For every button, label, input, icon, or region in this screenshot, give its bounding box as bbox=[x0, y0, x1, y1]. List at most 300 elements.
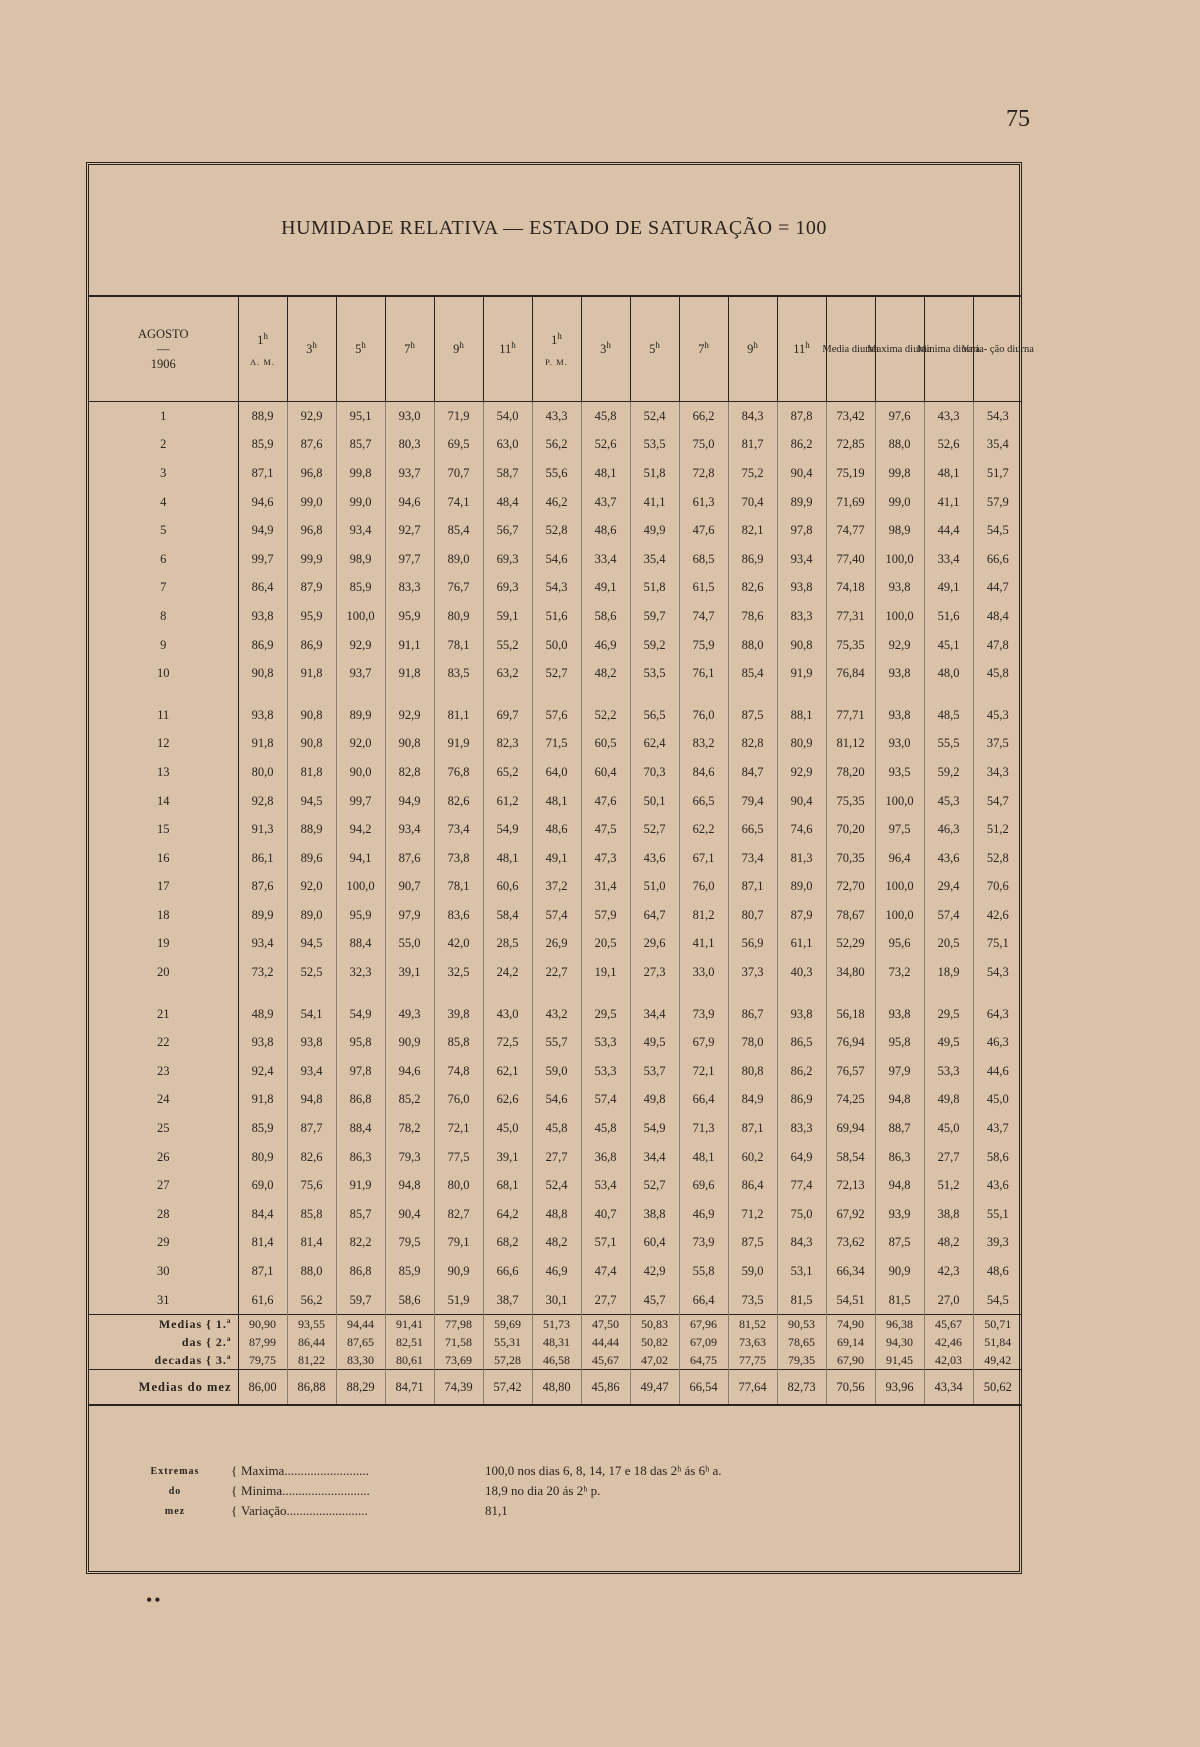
value-cell: 79,3 bbox=[385, 1143, 434, 1172]
value-cell: 45,8 bbox=[581, 402, 630, 431]
value-cell: 73,2 bbox=[238, 958, 287, 987]
extreme-name: Minima........................... bbox=[241, 1483, 370, 1498]
value-cell: 93,8 bbox=[238, 602, 287, 631]
value-cell: 86,8 bbox=[336, 1257, 385, 1286]
value-cell: 76,8 bbox=[434, 758, 483, 787]
month-average-value: 93,96 bbox=[875, 1370, 924, 1406]
value-cell: 92,7 bbox=[385, 516, 434, 545]
value-cell: 55,2 bbox=[483, 631, 532, 660]
day-cell: 26 bbox=[89, 1143, 238, 1172]
value-cell: 71,69 bbox=[826, 488, 875, 517]
value-cell: 18,9 bbox=[924, 958, 973, 987]
value-cell: 81,5 bbox=[875, 1286, 924, 1315]
value-cell: 46,9 bbox=[581, 631, 630, 660]
value-cell: 47,6 bbox=[581, 787, 630, 816]
value-cell: 87,5 bbox=[875, 1229, 924, 1258]
decade-value: 55,31 bbox=[483, 1333, 532, 1351]
value-cell: 88,0 bbox=[728, 631, 777, 660]
value-cell: 83,2 bbox=[679, 730, 728, 759]
day-cell: 24 bbox=[89, 1086, 238, 1115]
value-cell: 79,4 bbox=[728, 787, 777, 816]
decade-value: 64,75 bbox=[679, 1351, 728, 1370]
value-cell: 97,8 bbox=[777, 516, 826, 545]
table-row bbox=[89, 402, 1022, 431]
value-cell: 73,9 bbox=[679, 1000, 728, 1029]
value-cell: 45,3 bbox=[924, 787, 973, 816]
month-average-value: 88,29 bbox=[336, 1370, 385, 1406]
value-cell: 96,8 bbox=[287, 516, 336, 545]
brace: { bbox=[231, 1463, 238, 1478]
value-cell: 41,1 bbox=[630, 488, 679, 517]
decade-value: 50,71 bbox=[973, 1315, 1022, 1334]
table-row bbox=[89, 1200, 1022, 1229]
decade-value: 59,69 bbox=[483, 1315, 532, 1334]
day-cell: 8 bbox=[89, 602, 238, 631]
value-cell: 71,2 bbox=[728, 1200, 777, 1229]
value-cell: 43,3 bbox=[924, 402, 973, 431]
value-cell: 87,1 bbox=[728, 1114, 777, 1143]
month-average-value: 86,00 bbox=[238, 1370, 287, 1406]
decade-value: 48,31 bbox=[532, 1333, 581, 1351]
value-cell: 90,9 bbox=[385, 1028, 434, 1057]
value-cell: 87,8 bbox=[777, 402, 826, 431]
value-cell: 48,1 bbox=[532, 787, 581, 816]
value-cell: 40,7 bbox=[581, 1200, 630, 1229]
table-row bbox=[89, 659, 1022, 688]
value-cell: 53,4 bbox=[581, 1171, 630, 1200]
value-cell: 49,8 bbox=[630, 1086, 679, 1115]
value-cell: 76,7 bbox=[434, 574, 483, 603]
value-cell: 86,9 bbox=[238, 631, 287, 660]
value-cell: 46,3 bbox=[924, 815, 973, 844]
value-cell: 93,8 bbox=[777, 574, 826, 603]
value-cell: 59,7 bbox=[630, 602, 679, 631]
value-cell: 82,6 bbox=[287, 1143, 336, 1172]
value-cell: 88,0 bbox=[287, 1257, 336, 1286]
value-cell: 48,1 bbox=[924, 459, 973, 488]
extreme-name: Variação......................... bbox=[241, 1503, 368, 1518]
value-cell: 90,9 bbox=[434, 1257, 483, 1286]
month-average-value: 77,64 bbox=[728, 1370, 777, 1406]
value-cell: 89,9 bbox=[238, 901, 287, 930]
value-cell: 90,9 bbox=[875, 1257, 924, 1286]
value-cell: 47,4 bbox=[581, 1257, 630, 1286]
decade-value: 67,09 bbox=[679, 1333, 728, 1351]
value-cell: 52,4 bbox=[532, 1171, 581, 1200]
value-cell: 57,4 bbox=[532, 901, 581, 930]
value-cell: 85,2 bbox=[385, 1086, 434, 1115]
value-cell: 93,5 bbox=[875, 758, 924, 787]
header-hour-9 bbox=[679, 296, 728, 402]
value-cell: 42,0 bbox=[434, 930, 483, 959]
day-cell: 14 bbox=[89, 787, 238, 816]
value-cell: 80,9 bbox=[238, 1143, 287, 1172]
value-cell: 58,54 bbox=[826, 1143, 875, 1172]
value-cell: 86,7 bbox=[728, 1000, 777, 1029]
decade-value: 86,44 bbox=[287, 1333, 336, 1351]
value-cell: 87,5 bbox=[728, 1229, 777, 1258]
value-cell: 37,2 bbox=[532, 873, 581, 902]
value-cell: 72,8 bbox=[679, 459, 728, 488]
value-cell: 76,94 bbox=[826, 1028, 875, 1057]
value-cell: 51,8 bbox=[630, 574, 679, 603]
value-cell: 43,0 bbox=[483, 1000, 532, 1029]
decade-value: 73,69 bbox=[434, 1351, 483, 1370]
value-cell: 99,0 bbox=[287, 488, 336, 517]
decade-value: 44,44 bbox=[581, 1333, 630, 1351]
value-cell: 50,0 bbox=[532, 631, 581, 660]
decade-value: 50,82 bbox=[630, 1333, 679, 1351]
value-cell: 82,6 bbox=[434, 787, 483, 816]
value-cell: 45,3 bbox=[973, 701, 1022, 730]
value-cell: 66,5 bbox=[679, 787, 728, 816]
value-cell: 91,8 bbox=[287, 659, 336, 688]
decade-index: 1.ª bbox=[215, 1317, 232, 1332]
value-cell: 22,7 bbox=[532, 958, 581, 987]
value-cell: 27,7 bbox=[532, 1143, 581, 1172]
value-cell: 93,4 bbox=[238, 930, 287, 959]
value-cell: 28,5 bbox=[483, 930, 532, 959]
value-cell: 71,5 bbox=[532, 730, 581, 759]
day-cell: 9 bbox=[89, 631, 238, 660]
value-cell: 100,0 bbox=[875, 873, 924, 902]
value-cell: 94,5 bbox=[287, 930, 336, 959]
value-cell: 49,9 bbox=[630, 516, 679, 545]
value-cell: 93,0 bbox=[385, 402, 434, 431]
value-cell: 86,8 bbox=[336, 1086, 385, 1115]
decade-value: 50,83 bbox=[630, 1315, 679, 1334]
value-cell: 73,9 bbox=[679, 1229, 728, 1258]
value-cell: 77,5 bbox=[434, 1143, 483, 1172]
value-cell: 45,8 bbox=[532, 1114, 581, 1143]
value-cell: 45,8 bbox=[581, 1114, 630, 1143]
value-cell: 99,7 bbox=[336, 787, 385, 816]
day-cell: 23 bbox=[89, 1057, 238, 1086]
value-cell: 59,2 bbox=[630, 631, 679, 660]
value-cell: 80,9 bbox=[434, 602, 483, 631]
day-cell: 2 bbox=[89, 431, 238, 460]
value-cell: 52,5 bbox=[287, 958, 336, 987]
header-stat-2: Minima diurna bbox=[924, 296, 973, 402]
value-cell: 69,6 bbox=[679, 1171, 728, 1200]
value-cell: 45,0 bbox=[924, 1114, 973, 1143]
value-cell: 54,3 bbox=[532, 574, 581, 603]
value-cell: 86,9 bbox=[728, 545, 777, 574]
value-cell: 53,3 bbox=[581, 1028, 630, 1057]
value-cell: 58,7 bbox=[483, 459, 532, 488]
value-cell: 48,4 bbox=[483, 488, 532, 517]
table-row bbox=[89, 574, 1022, 603]
value-cell: 33,4 bbox=[924, 545, 973, 574]
decade-gap bbox=[89, 987, 1022, 1000]
decade-value: 42,46 bbox=[924, 1333, 973, 1351]
value-cell: 49,8 bbox=[924, 1086, 973, 1115]
value-cell: 70,4 bbox=[728, 488, 777, 517]
value-cell: 98,9 bbox=[875, 516, 924, 545]
month-average-value: 50,62 bbox=[973, 1370, 1022, 1406]
value-cell: 39,1 bbox=[483, 1143, 532, 1172]
extremes-label: Extremas bbox=[150, 1465, 200, 1477]
value-cell: 51,2 bbox=[924, 1171, 973, 1200]
hour-label: 7$^h$ bbox=[698, 340, 709, 357]
decade-word: decadas bbox=[154, 1353, 203, 1368]
brace: { bbox=[231, 1483, 238, 1498]
value-cell: 54,9 bbox=[336, 1000, 385, 1029]
value-cell: 76,84 bbox=[826, 659, 875, 688]
table-frame bbox=[86, 162, 1034, 1574]
value-cell: 85,7 bbox=[336, 1200, 385, 1229]
decade-row bbox=[89, 1333, 1022, 1351]
header-hour-10 bbox=[728, 296, 777, 402]
table-row bbox=[89, 516, 1022, 545]
table-title: HUMIDADE RELATIVA — ESTADO DE SATURAÇÃO = 100 bbox=[281, 217, 827, 239]
decade-index: 3.ª bbox=[215, 1353, 232, 1368]
value-cell: 30,1 bbox=[532, 1286, 581, 1315]
value-cell: 72,1 bbox=[434, 1114, 483, 1143]
value-cell: 79,1 bbox=[434, 1229, 483, 1258]
value-cell: 34,3 bbox=[973, 758, 1022, 787]
day-cell: 20 bbox=[89, 958, 238, 987]
value-cell: 52,6 bbox=[924, 431, 973, 460]
value-cell: 85,8 bbox=[287, 1200, 336, 1229]
value-cell: 48,4 bbox=[973, 602, 1022, 631]
value-cell: 55,6 bbox=[532, 459, 581, 488]
value-cell: 27,3 bbox=[630, 958, 679, 987]
value-cell: 80,7 bbox=[728, 901, 777, 930]
value-cell: 63,2 bbox=[483, 659, 532, 688]
value-cell: 89,0 bbox=[287, 901, 336, 930]
value-cell: 43,3 bbox=[532, 402, 581, 431]
value-cell: 77,40 bbox=[826, 545, 875, 574]
extreme-value: 100,0 nos dias 6, 8, 14, 17 e 18 das 2ʰ ás 6ʰ a. bbox=[485, 1463, 722, 1478]
value-cell: 68,5 bbox=[679, 545, 728, 574]
value-cell: 100,0 bbox=[875, 901, 924, 930]
value-cell: 97,5 bbox=[875, 815, 924, 844]
decade-value: 67,90 bbox=[826, 1351, 875, 1370]
value-cell: 74,25 bbox=[826, 1086, 875, 1115]
value-cell: 87,1 bbox=[238, 459, 287, 488]
day-cell: 13 bbox=[89, 758, 238, 787]
day-cell: 31 bbox=[89, 1286, 238, 1315]
table-row bbox=[89, 1286, 1022, 1315]
value-cell: 81,4 bbox=[238, 1229, 287, 1258]
value-cell: 58,6 bbox=[581, 602, 630, 631]
day-cell: 1 bbox=[89, 402, 238, 431]
decade-value: 93,55 bbox=[287, 1315, 336, 1334]
decade-value: 82,51 bbox=[385, 1333, 434, 1351]
value-cell: 78,1 bbox=[434, 873, 483, 902]
value-cell: 84,3 bbox=[728, 402, 777, 431]
value-cell: 94,8 bbox=[875, 1086, 924, 1115]
decade-value: 90,90 bbox=[238, 1315, 287, 1334]
decade-value: 87,99 bbox=[238, 1333, 287, 1351]
value-cell: 29,5 bbox=[581, 1000, 630, 1029]
value-cell: 92,0 bbox=[287, 873, 336, 902]
value-cell: 88,9 bbox=[287, 815, 336, 844]
value-cell: 48,1 bbox=[483, 844, 532, 873]
month-average-row bbox=[89, 1370, 1022, 1406]
value-cell: 73,5 bbox=[728, 1286, 777, 1315]
value-cell: 53,1 bbox=[777, 1257, 826, 1286]
value-cell: 93,8 bbox=[238, 701, 287, 730]
value-cell: 83,3 bbox=[777, 1114, 826, 1143]
value-cell: 95,9 bbox=[336, 901, 385, 930]
value-cell: 87,7 bbox=[287, 1114, 336, 1143]
value-cell: 45,8 bbox=[973, 659, 1022, 688]
value-cell: 88,1 bbox=[777, 701, 826, 730]
value-cell: 97,8 bbox=[336, 1057, 385, 1086]
value-cell: 95,9 bbox=[287, 602, 336, 631]
hour-label: 9$^h$ bbox=[747, 340, 758, 357]
value-cell: 86,4 bbox=[728, 1171, 777, 1200]
day-cell: 17 bbox=[89, 873, 238, 902]
value-cell: 57,1 bbox=[581, 1229, 630, 1258]
value-cell: 95,8 bbox=[336, 1028, 385, 1057]
header-dash: — bbox=[157, 341, 170, 356]
extreme-row bbox=[119, 1461, 999, 1481]
value-cell: 46,3 bbox=[973, 1028, 1022, 1057]
value-cell: 56,7 bbox=[483, 516, 532, 545]
value-cell: 78,6 bbox=[728, 602, 777, 631]
value-cell: 85,8 bbox=[434, 1028, 483, 1057]
value-cell: 44,7 bbox=[973, 574, 1022, 603]
value-cell: 48,0 bbox=[924, 659, 973, 688]
value-cell: 43,6 bbox=[924, 844, 973, 873]
day-cell: 16 bbox=[89, 844, 238, 873]
value-cell: 74,77 bbox=[826, 516, 875, 545]
value-cell: 55,0 bbox=[385, 930, 434, 959]
value-cell: 54,5 bbox=[973, 516, 1022, 545]
value-cell: 67,9 bbox=[679, 1028, 728, 1057]
value-cell: 100,0 bbox=[875, 545, 924, 574]
value-cell: 91,8 bbox=[238, 730, 287, 759]
value-cell: 33,4 bbox=[581, 545, 630, 574]
value-cell: 51,0 bbox=[630, 873, 679, 902]
value-cell: 48,9 bbox=[238, 1000, 287, 1029]
value-cell: 55,8 bbox=[679, 1257, 728, 1286]
value-cell: 99,8 bbox=[336, 459, 385, 488]
table-row bbox=[89, 431, 1022, 460]
value-cell: 80,3 bbox=[385, 431, 434, 460]
value-cell: 19,1 bbox=[581, 958, 630, 987]
value-cell: 52,7 bbox=[532, 659, 581, 688]
value-cell: 75,0 bbox=[777, 1200, 826, 1229]
day-cell: 15 bbox=[89, 815, 238, 844]
value-cell: 97,9 bbox=[875, 1057, 924, 1086]
value-cell: 43,2 bbox=[532, 1000, 581, 1029]
decade-value: 67,96 bbox=[679, 1315, 728, 1334]
value-cell: 38,7 bbox=[483, 1286, 532, 1315]
value-cell: 73,62 bbox=[826, 1229, 875, 1258]
value-cell: 88,4 bbox=[336, 1114, 385, 1143]
decade-gap bbox=[89, 688, 1022, 701]
value-cell: 94,8 bbox=[875, 1171, 924, 1200]
table-row bbox=[89, 602, 1022, 631]
value-cell: 92,9 bbox=[777, 758, 826, 787]
value-cell: 47,8 bbox=[973, 631, 1022, 660]
value-cell: 35,4 bbox=[973, 431, 1022, 460]
value-cell: 58,4 bbox=[483, 901, 532, 930]
value-cell: 85,4 bbox=[434, 516, 483, 545]
value-cell: 56,2 bbox=[532, 431, 581, 460]
decade-label: das { 2.ª bbox=[89, 1333, 238, 1351]
value-cell: 48,1 bbox=[679, 1143, 728, 1172]
extreme-row bbox=[119, 1501, 999, 1521]
decade-value: 81,52 bbox=[728, 1315, 777, 1334]
value-cell: 93,4 bbox=[385, 815, 434, 844]
value-cell: 68,2 bbox=[483, 1229, 532, 1258]
value-cell: 70,6 bbox=[973, 873, 1022, 902]
value-cell: 55,5 bbox=[924, 730, 973, 759]
value-cell: 52,7 bbox=[630, 815, 679, 844]
value-cell: 79,5 bbox=[385, 1229, 434, 1258]
month-extremes bbox=[119, 1461, 999, 1521]
humidity-table bbox=[89, 295, 1034, 1406]
decade-label: Medias { 1.ª bbox=[89, 1315, 238, 1334]
value-cell: 56,5 bbox=[630, 701, 679, 730]
am-label: A. M. bbox=[249, 356, 276, 367]
value-cell: 94,9 bbox=[385, 787, 434, 816]
day-cell: 30 bbox=[89, 1257, 238, 1286]
value-cell: 74,7 bbox=[679, 602, 728, 631]
value-cell: 52,4 bbox=[630, 402, 679, 431]
extremes-label: mez bbox=[164, 1505, 186, 1517]
decade-value: 51,73 bbox=[532, 1315, 581, 1334]
value-cell: 86,3 bbox=[336, 1143, 385, 1172]
extreme-value: 81,1 bbox=[485, 1503, 508, 1518]
decade-value: 77,75 bbox=[728, 1351, 777, 1370]
day-cell: 10 bbox=[89, 659, 238, 688]
month-average-value: 57,42 bbox=[483, 1370, 532, 1406]
value-cell: 100,0 bbox=[336, 602, 385, 631]
decade-value: 94,44 bbox=[336, 1315, 385, 1334]
value-cell: 49,1 bbox=[532, 844, 581, 873]
table-row bbox=[89, 930, 1022, 959]
value-cell: 94,6 bbox=[385, 488, 434, 517]
value-cell: 93,9 bbox=[875, 1200, 924, 1229]
hour-label: 5$^h$ bbox=[355, 340, 366, 357]
value-cell: 34,80 bbox=[826, 958, 875, 987]
value-cell: 94,1 bbox=[336, 844, 385, 873]
value-cell: 69,3 bbox=[483, 545, 532, 574]
value-cell: 88,4 bbox=[336, 930, 385, 959]
value-cell: 98,9 bbox=[336, 545, 385, 574]
value-cell: 81,12 bbox=[826, 730, 875, 759]
month-average-value: 74,39 bbox=[434, 1370, 483, 1406]
value-cell: 93,8 bbox=[875, 1000, 924, 1029]
day-cell: 29 bbox=[89, 1229, 238, 1258]
value-cell: 66,34 bbox=[826, 1257, 875, 1286]
value-cell: 73,8 bbox=[434, 844, 483, 873]
value-cell: 52,8 bbox=[532, 516, 581, 545]
value-cell: 81,8 bbox=[287, 758, 336, 787]
value-cell: 82,1 bbox=[728, 516, 777, 545]
value-cell: 47,5 bbox=[581, 815, 630, 844]
table-row bbox=[89, 1143, 1022, 1172]
value-cell: 43,7 bbox=[973, 1114, 1022, 1143]
value-cell: 67,92 bbox=[826, 1200, 875, 1229]
hour-label: 9$^h$ bbox=[453, 340, 464, 357]
header-hour-8 bbox=[630, 296, 679, 402]
month-average-value: 45,86 bbox=[581, 1370, 630, 1406]
value-cell: 81,2 bbox=[679, 901, 728, 930]
value-cell: 64,3 bbox=[973, 1000, 1022, 1029]
footer-mark: •• bbox=[146, 1590, 163, 1610]
value-cell: 54,3 bbox=[973, 958, 1022, 987]
value-cell: 58,6 bbox=[973, 1143, 1022, 1172]
value-cell: 80,9 bbox=[777, 730, 826, 759]
month-average-value: 49,47 bbox=[630, 1370, 679, 1406]
